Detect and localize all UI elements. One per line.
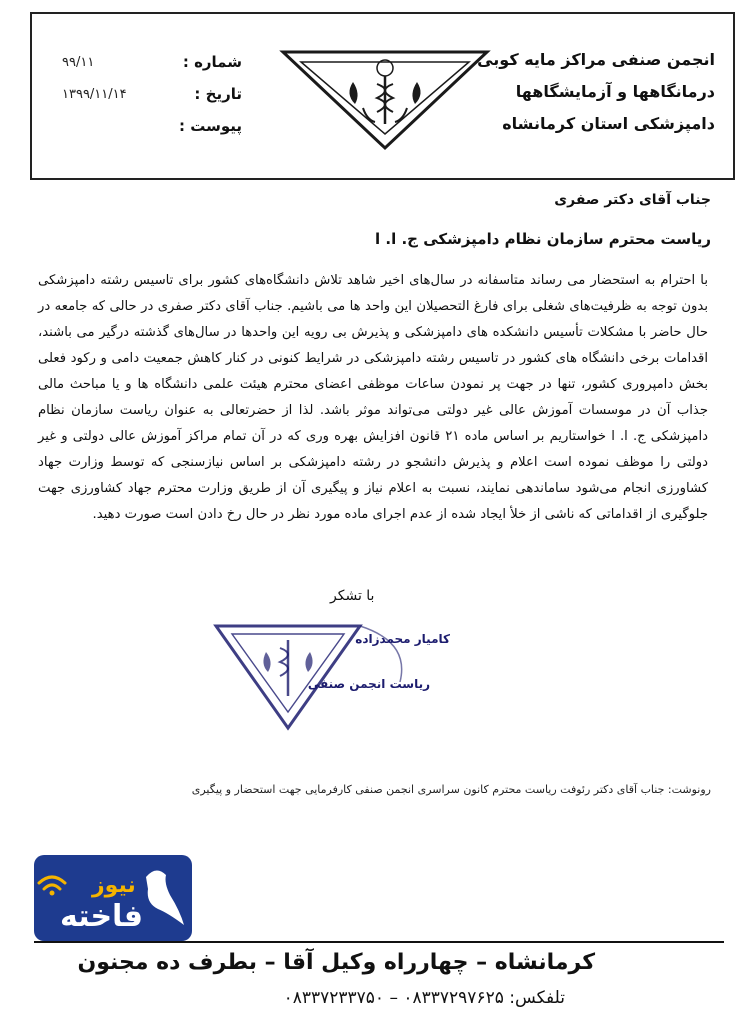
date-label: تاریخ : [194, 85, 242, 103]
signer-title: ریاست انجمن صنفی [307, 677, 430, 691]
number-label: شماره : [182, 53, 242, 71]
org-line-1: انجمن صنفی مراکز مایه کوبی [477, 50, 715, 69]
recipient-title: ریاست محترم سازمان نظام دامپزشکی ج. ا. ا [375, 230, 711, 248]
date-value: ۱۳۹۹/۱۱/۱۴ [62, 86, 127, 102]
org-line-3: دامپزشکی استان کرمانشاه [502, 114, 715, 133]
addressee: جناب آقای دکتر صفری [554, 192, 711, 208]
footer-divider [34, 941, 724, 943]
letterhead [30, 12, 735, 180]
letter-metadata [62, 46, 242, 142]
news-site-logo [34, 855, 192, 941]
association-logo [275, 42, 495, 152]
stamp-triangle-icon [210, 612, 460, 732]
number-value: ۹۹/۱۱ [62, 54, 95, 70]
organization-name [477, 44, 715, 140]
signer-name: کامیار محمدزاده [355, 632, 450, 646]
signature-stamp [210, 612, 460, 732]
letter-body: با احترام به استحضار می رساند متاسفانه در سال‌های اخیر شاهد تلاش دانشگاه‌های کشور برای تاسیس رشته دامپزشکی بدون توجه به ظرفیت‌های شغلی برای فارغ التحصیلان این واحد ها می باشیم. جناب آقای دکتر صفری در حالی که جامعه در حال حاضر با مشکلات تأسیس دانشکده های دامپزشکی و پذیرش بی رویه این واحدها در سال‌های گذشته درگیر می باشند، اقدامات برخی دانشگاه های کشور در تاسیس رشته دامپزشکی در شرایط کنونی در کنار کاهش جمعیت دامی و رکود فعلی بخش دامپروری کشور، تنها در جهت پر نمودن ساعات موظفی اعضای محترم هیئت علمی دانشگاه ها و یا مباحث مالی جذاب آن در موسسات آموزش عالی غیر دولتی می‌تواند موثر باشد. لذا از حضرتعالی به عنوان ریاست سازمان نظام دامپزشکی ج. ا. ا خواستاریم بر اساس ماده ۲۱ قانون افزایش بهره وری که در آن تمام مراکز آموزش عالی دولتی و غیر دولتی را موظف نموده است اعلام و پذیرش دانشجو در رشته دامپزشکی بر اساس نیازسنجی که توسط وزارت جهاد کشاورزی انجام می‌شود ساماندهی نمایند، نسبت به اعلام نیاز و پیگیری آن از طریق وزارت محترم جهاد کشاورزی جهت جلوگیری از اقداماتی که ناشی از خلأ ایجاد شده از عدم اجرای ماده مورد نظر در حال رخ دادن است صورت دهید. [38, 273, 708, 522]
brand-text-top: نیوز [92, 873, 136, 898]
footer-phone: تلفکس: ۰۸۳۳۷۲۹۷۶۲۵ – ۰۸۳۳۷۲۳۳۷۵۰ [283, 988, 565, 1008]
brand-text-bottom: فاخته [60, 899, 143, 934]
attachment-label: پیوست : [178, 117, 242, 135]
footer-address: کرمانشاه – چهارراه وکیل آقا – بطرف ده مجنون [77, 950, 595, 975]
carbon-copy-note: رونوشت: جناب آقای دکتر رئوفت ریاست محترم کانون سراسری انجمن صنفی کارفرمایی جهت استحضار و پیگیری [191, 783, 711, 796]
org-line-2: درمانگاهها و آزمایشگاهها [515, 82, 715, 101]
closing: با تشکر [330, 588, 375, 604]
